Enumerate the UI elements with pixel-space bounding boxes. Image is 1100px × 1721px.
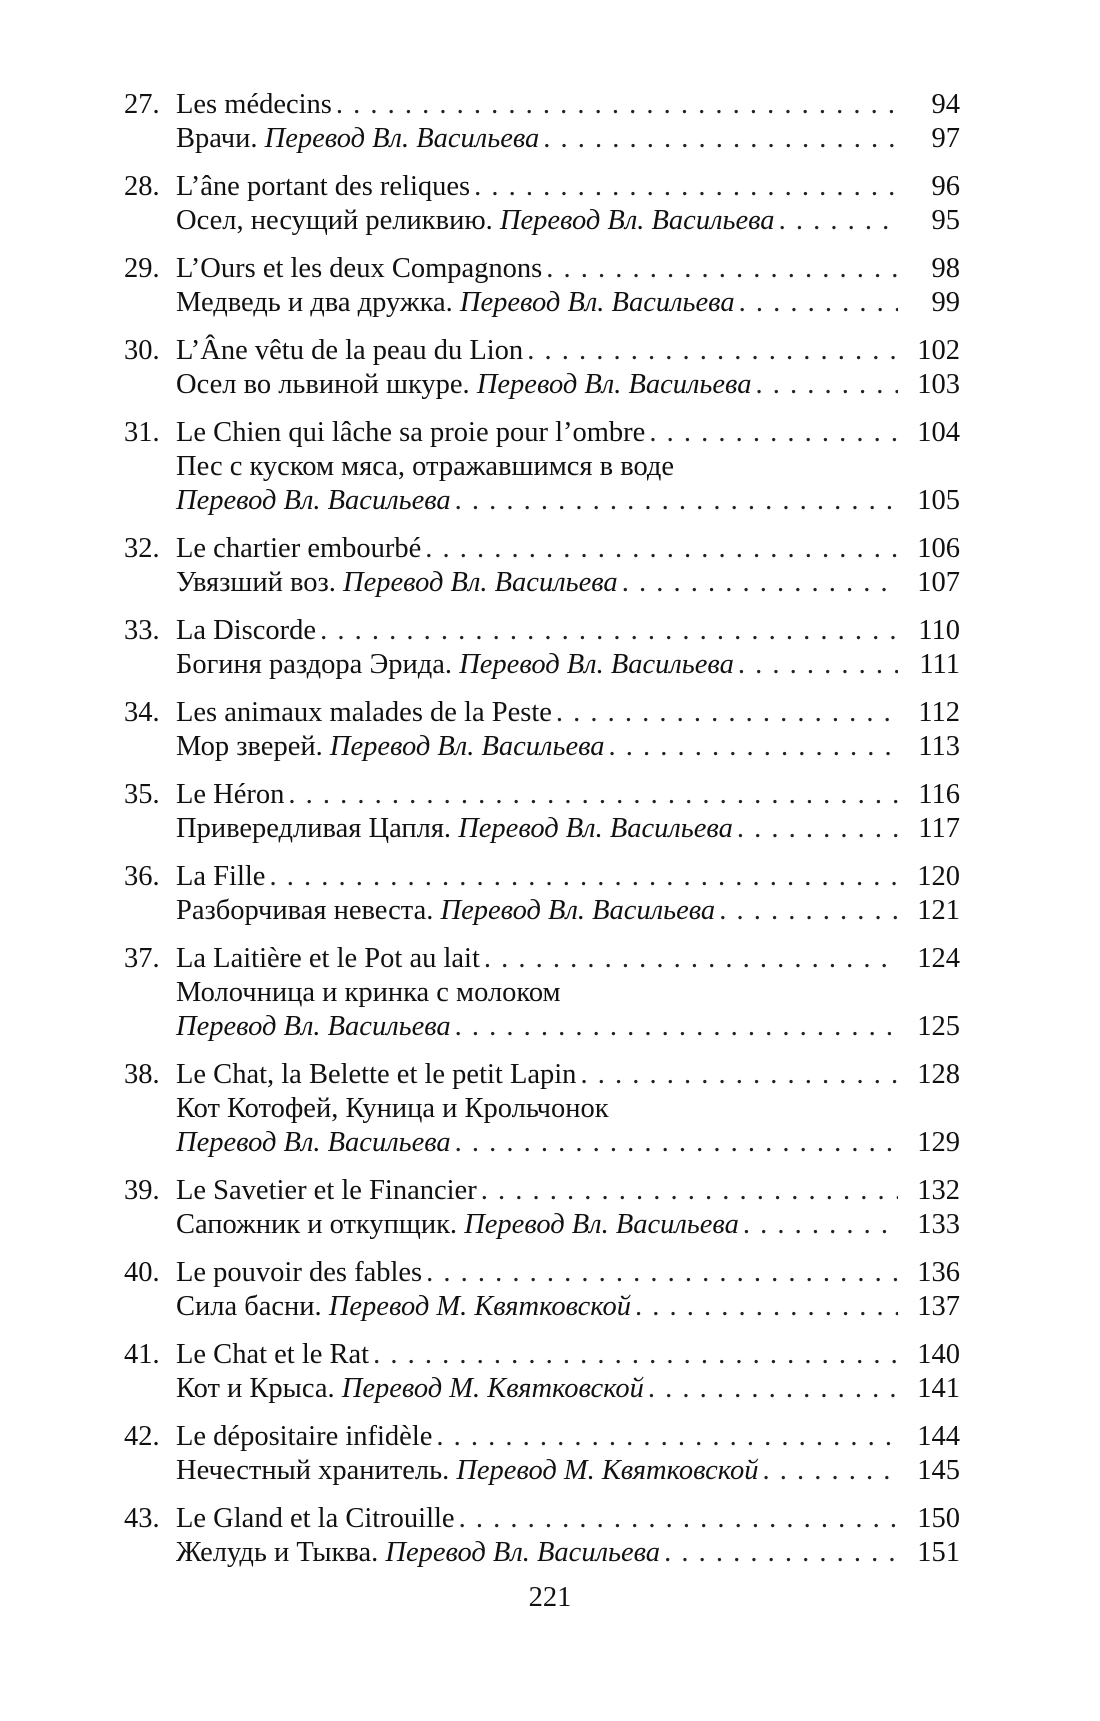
toc-entry <box>124 532 960 600</box>
entry-page: 112 <box>918 697 960 728</box>
entry-title: Le chartier embourbé <box>176 533 422 564</box>
translator-credit: Перевод М. Квятковской <box>456 1455 759 1486</box>
translation-title: Мор зверей. <box>176 731 323 762</box>
translation-title: Кот Котофей, Куница и Крольчонок <box>176 1093 609 1124</box>
translation-title: Привередливая Цапля. <box>176 813 452 844</box>
translator-credit: Перевод Вл. Васильева <box>458 813 733 844</box>
entry-title: L’Ours et les deux Compagnons <box>176 253 543 284</box>
entry-page: 98 <box>931 253 960 284</box>
translator-credit: Перевод Вл. Васильева <box>329 731 605 762</box>
entry-translation-line <box>124 1092 960 1126</box>
dot-leader <box>779 204 898 238</box>
dot-leader <box>436 1420 898 1454</box>
entry-number: 35. <box>124 779 160 810</box>
dot-leader <box>755 368 898 402</box>
dot-leader <box>649 416 898 450</box>
dot-leader <box>527 334 898 368</box>
entry-title: Le Gland et la Citrouille <box>176 1503 455 1534</box>
entry-title: La Laitière et le Pot au lait <box>176 943 480 974</box>
translation-page: 145 <box>917 1455 960 1486</box>
translation-text <box>176 368 751 402</box>
translation-text <box>176 812 733 846</box>
dot-leader <box>269 860 898 894</box>
translation-text <box>176 566 618 600</box>
dot-leader <box>543 122 898 156</box>
entry-translation-line <box>124 1290 960 1324</box>
entry-page: 128 <box>917 1059 960 1090</box>
toc-entry <box>124 1058 960 1160</box>
entry-page: 120 <box>917 861 960 892</box>
translation-text <box>176 1092 609 1126</box>
entry-page: 94 <box>931 89 960 120</box>
translation-text <box>176 1126 451 1160</box>
translation-page: 129 <box>917 1127 960 1158</box>
translation-title: Осел, несущий реликвию. <box>176 205 493 236</box>
translation-title: Сапожник и откупщик. <box>176 1209 458 1240</box>
translation-text <box>176 648 734 682</box>
entry-main-line <box>124 1502 960 1536</box>
entry-translation-line <box>124 566 960 600</box>
dot-leader <box>481 1174 898 1208</box>
entry-number: 39. <box>124 1175 160 1206</box>
entry-number: 30. <box>124 335 160 366</box>
entry-translation-line <box>124 648 960 682</box>
translation-text <box>176 450 674 484</box>
dot-leader <box>580 1058 898 1092</box>
translation-page: 105 <box>917 485 960 516</box>
toc-entry <box>124 1420 960 1488</box>
entry-main-line <box>124 416 960 450</box>
translation-text <box>176 1536 660 1570</box>
entry-translation-line <box>124 1372 960 1406</box>
translator-credit: Перевод Вл. Васильева <box>499 205 775 236</box>
dot-leader <box>373 1338 898 1372</box>
entry-main-line <box>124 1256 960 1290</box>
entry-main-line <box>124 696 960 730</box>
toc-entry <box>124 1338 960 1406</box>
entry-main-line <box>124 860 960 894</box>
entry-main-line <box>124 1420 960 1454</box>
entry-number: 31. <box>124 417 160 448</box>
toc-entry <box>124 614 960 682</box>
entry-translation-line <box>124 1536 960 1570</box>
translation-text <box>176 1010 451 1044</box>
translation-page: 111 <box>919 649 960 680</box>
dot-leader <box>556 696 898 730</box>
entry-number: 32. <box>124 533 160 564</box>
dot-leader <box>426 1256 898 1290</box>
entry-main-line <box>124 1058 960 1092</box>
translation-page: 137 <box>917 1291 960 1322</box>
translation-title: Медведь и два дружка. <box>176 287 453 318</box>
entry-main-line <box>124 252 960 286</box>
entry-title: L’âne portant des reliques <box>176 171 471 202</box>
translation-text <box>176 1454 759 1488</box>
entry-page: 110 <box>918 615 960 646</box>
translator-credit: Перевод Вл. Васильева <box>176 1127 451 1158</box>
dot-leader <box>455 1126 898 1160</box>
entry-number: 40. <box>124 1257 160 1288</box>
dot-leader <box>320 614 898 648</box>
toc-entry <box>124 778 960 846</box>
entry-page: 124 <box>917 943 960 974</box>
dot-leader <box>484 942 898 976</box>
entry-translation-line <box>124 1454 960 1488</box>
entry-number: 29. <box>124 253 160 284</box>
translator-credit: Перевод Вл. Васильева <box>343 567 618 598</box>
translator-credit: Перевод Вл. Васильева <box>464 1209 739 1240</box>
dot-leader <box>763 1454 898 1488</box>
translation-page: 103 <box>917 369 960 400</box>
entry-title: Le Héron <box>176 779 285 810</box>
translation-text <box>176 122 539 156</box>
entry-main-line <box>124 778 960 812</box>
translator-credit: Перевод Вл. Васильева <box>176 1011 451 1042</box>
entry-translation-line <box>124 976 960 1010</box>
translation-text <box>176 286 735 320</box>
translation-text <box>176 1372 644 1406</box>
entry-translation-line <box>124 122 960 156</box>
entry-number: 38. <box>124 1059 160 1090</box>
page-number: 221 <box>528 1582 572 1613</box>
toc-entry <box>124 696 960 764</box>
entry-page: 116 <box>918 779 960 810</box>
toc-entry <box>124 1502 960 1570</box>
entry-title: L’Âne vêtu de la peau du Lion <box>176 335 524 366</box>
dot-leader <box>336 88 898 122</box>
dot-leader <box>455 484 898 518</box>
dot-leader <box>635 1290 898 1324</box>
toc-entry <box>124 252 960 320</box>
entry-number: 41. <box>124 1339 160 1370</box>
translation-page: 113 <box>918 731 960 762</box>
translation-text <box>176 1290 631 1324</box>
translation-page: 141 <box>917 1373 960 1404</box>
entry-main-line <box>124 942 960 976</box>
translation-page: 121 <box>917 895 960 926</box>
entry-number: 43. <box>124 1503 160 1534</box>
translation-page: 133 <box>917 1209 960 1240</box>
dot-leader <box>738 648 898 682</box>
entry-translation-line <box>124 1010 960 1044</box>
translation-text <box>176 1208 739 1242</box>
translation-title: Разборчивая невеста. <box>176 895 434 926</box>
toc-entry <box>124 942 960 1044</box>
dot-leader <box>546 252 898 286</box>
entry-main-line <box>124 1174 960 1208</box>
entry-main-line <box>124 532 960 566</box>
dot-leader <box>459 1502 898 1536</box>
dot-leader <box>739 286 898 320</box>
table-of-contents <box>124 88 960 1584</box>
toc-entry <box>124 1256 960 1324</box>
toc-entry <box>124 860 960 928</box>
translation-page: 95 <box>931 205 960 236</box>
translation-text <box>176 484 451 518</box>
translation-title: Нечестный хранитель. <box>176 1455 450 1486</box>
entry-translation-line <box>124 812 960 846</box>
entry-title: Le Chat, la Belette et le petit Lapin <box>176 1059 577 1090</box>
dot-leader <box>288 778 898 812</box>
entry-translation-line <box>124 730 960 764</box>
translator-credit: Перевод М. Квятковской <box>328 1291 631 1322</box>
entry-translation-line <box>124 1126 960 1160</box>
entry-translation-line <box>124 1208 960 1242</box>
entry-title: Le Chien qui lâche sa proie pour l’ombre <box>176 417 646 448</box>
entry-translation-line <box>124 450 960 484</box>
translation-text <box>176 976 561 1010</box>
translation-title: Сила басни. <box>176 1291 322 1322</box>
entry-title: La Discorde <box>176 615 317 646</box>
translator-credit: Перевод М. Квятковской <box>341 1373 644 1404</box>
entry-number: 27. <box>124 89 160 120</box>
entry-page: 132 <box>917 1175 960 1206</box>
translation-title: Молочница и кринка с молоком <box>176 977 561 1008</box>
entry-page: 136 <box>917 1257 960 1288</box>
translator-credit: Перевод Вл. Васильева <box>385 1537 661 1568</box>
entry-number: 36. <box>124 861 160 892</box>
translation-page: 97 <box>931 123 960 154</box>
entry-translation-line <box>124 204 960 238</box>
entry-title: Les médecins <box>176 89 332 120</box>
entry-number: 42. <box>124 1421 160 1452</box>
translation-page: 99 <box>931 287 960 318</box>
translator-credit: Перевод Вл. Васильева <box>459 287 735 318</box>
translation-page: 125 <box>917 1011 960 1042</box>
toc-entry <box>124 334 960 402</box>
translator-credit: Перевод Вл. Васильева <box>459 649 734 680</box>
dot-leader <box>609 730 898 764</box>
entry-title: Le Chat et le Rat <box>176 1339 370 1370</box>
translation-text <box>176 204 775 238</box>
translation-title: Пес с куском мяса, отражавшимся в воде <box>176 451 675 482</box>
translation-title: Врачи. <box>176 123 258 154</box>
entry-title: La Fille <box>176 861 266 892</box>
entry-main-line <box>124 1338 960 1372</box>
dot-leader <box>622 566 898 600</box>
toc-entry <box>124 416 960 518</box>
entry-title: Le pouvoir des fables <box>176 1257 423 1288</box>
translation-title: Увязший воз. <box>176 567 336 598</box>
translation-title: Осел во львиной шкуре. <box>176 369 470 400</box>
entry-page: 104 <box>917 417 960 448</box>
translator-credit: Перевод Вл. Васильева <box>264 123 540 154</box>
dot-leader <box>737 812 898 846</box>
entry-main-line <box>124 170 960 204</box>
entry-main-line <box>124 88 960 122</box>
entry-number: 37. <box>124 943 160 974</box>
dot-leader <box>743 1208 898 1242</box>
entry-translation-line <box>124 894 960 928</box>
translator-credit: Перевод Вл. Васильева <box>476 369 752 400</box>
entry-translation-line <box>124 484 960 518</box>
entry-page: 144 <box>917 1421 960 1452</box>
toc-entry <box>124 170 960 238</box>
dot-leader <box>474 170 898 204</box>
toc-entry <box>124 88 960 156</box>
entry-translation-line <box>124 286 960 320</box>
translator-credit: Перевод Вл. Васильева <box>176 485 451 516</box>
dot-leader <box>455 1010 898 1044</box>
translation-page: 117 <box>918 813 960 844</box>
entry-main-line <box>124 334 960 368</box>
dot-leader <box>648 1372 898 1406</box>
entry-number: 28. <box>124 171 160 202</box>
dot-leader <box>664 1536 898 1570</box>
translation-text <box>176 894 715 928</box>
entry-number: 33. <box>124 615 160 646</box>
entry-translation-line <box>124 368 960 402</box>
entry-title: Le dépositaire infidèle <box>176 1421 433 1452</box>
entry-page: 150 <box>917 1503 960 1534</box>
translation-title: Кот и Крыса. <box>176 1373 335 1404</box>
translation-page: 107 <box>917 567 960 598</box>
translation-page: 151 <box>917 1537 960 1568</box>
entry-page: 102 <box>917 335 960 366</box>
translation-text <box>176 730 605 764</box>
entry-title: Le Savetier et le Financier <box>176 1175 477 1206</box>
entry-main-line <box>124 614 960 648</box>
dot-leader <box>719 894 898 928</box>
toc-entry <box>124 1174 960 1242</box>
entry-page: 106 <box>917 533 960 564</box>
translator-credit: Перевод Вл. Васильева <box>440 895 716 926</box>
translation-title: Желудь и Тыква. <box>176 1537 379 1568</box>
entry-page: 140 <box>917 1339 960 1370</box>
entry-number: 34. <box>124 697 160 728</box>
entry-title: Les animaux malades de la Peste <box>176 697 552 728</box>
dot-leader <box>425 532 898 566</box>
translation-title: Богиня раздора Эрида. <box>176 649 453 680</box>
entry-page: 96 <box>931 171 960 202</box>
